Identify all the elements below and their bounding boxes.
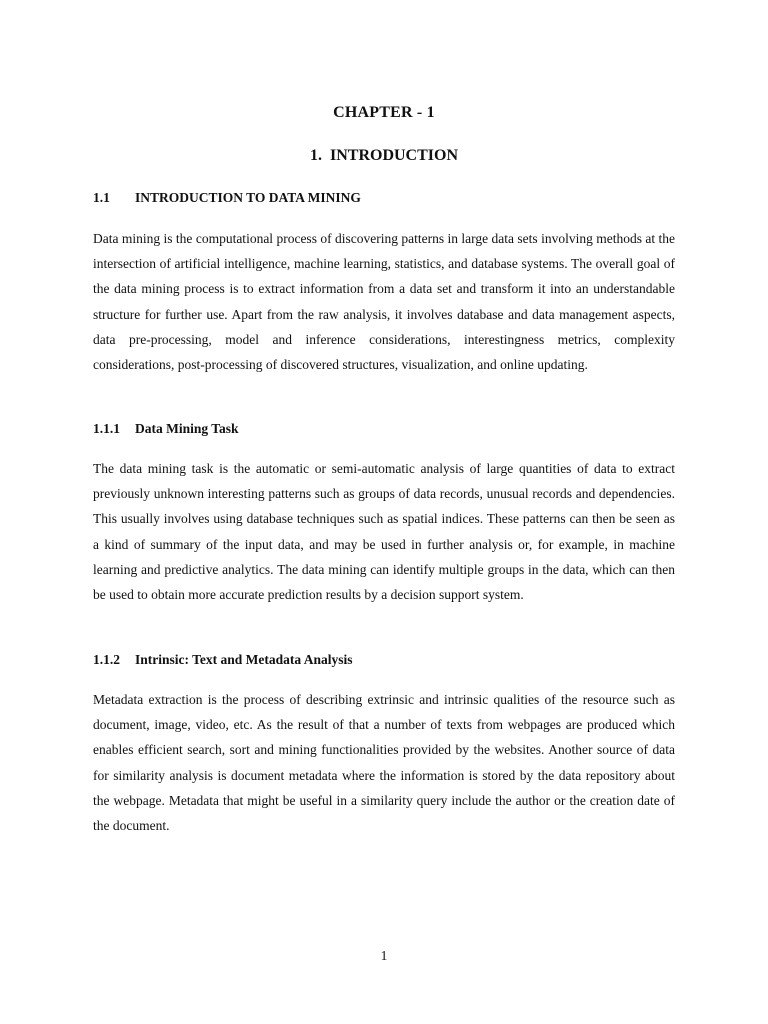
section-heading-1-1-2: [93, 652, 353, 668]
section-heading-1-1-1: [93, 421, 239, 437]
section-number: 1.1.1: [93, 421, 120, 436]
section-number: 1.1: [93, 190, 110, 205]
section-number: 1.1.2: [93, 652, 120, 667]
chapter-title-text: INTRODUCTION: [329, 147, 458, 164]
section-paragraph-1-1-1: The data mining task is the automatic or semi-automatic analysis of large quantities of data to extract previously unknown interesting patterns such as groups of data records, unusual records and dependencies. This usually involves using database techniques such as spatial indices. These patterns can then be seen as a kind of summary of the input data, and may be used in further analysis or, for example, in machine learning and predictive analytics. The data mining can identify multiple groups in the data, which can then be used to obtain more accurate prediction results by a decision support system.: [93, 461, 675, 603]
chapter-label: CHAPTER - 1: [333, 104, 435, 121]
chapter-title: [0, 147, 768, 165]
section-title: INTRODUCTION TO DATA MINING: [135, 190, 361, 205]
chapter-number: 1.: [309, 147, 322, 164]
section-title: Intrinsic: Text and Metadata Analysis: [135, 652, 353, 667]
section-heading-1-1: [93, 190, 361, 206]
section-title: Data Mining Task: [135, 421, 239, 436]
section-paragraph-1-1: Data mining is the computational process of discovering patterns in large data sets involving methods at the intersection of artificial intelligence, machine learning, statistics, and database systems. The overall goal of the data mining process is to extract information from a data set and transform it into an understandable structure for further use. Apart from the raw analysis, it involves database and data management aspects, data pre-processing, model and inference considerations, interestingness metrics, complexity considerations, post-processing of discovered structures, visualization, and online updating.: [93, 231, 675, 373]
page-number: 1: [380, 948, 388, 963]
section-paragraph-1-1-2: Metadata extraction is the process of describing extrinsic and intrinsic qualities of the resource such as document, image, video, etc. As the result of that a number of texts from webpages are produced which enables efficient search, sort and mining functionalities provided by the websites. Another source of data for similarity analysis is document metadata where the information is stored by the data repository about the webpage. Metadata that might be useful in a similarity query include the author or the creation date of the document.: [93, 692, 675, 834]
